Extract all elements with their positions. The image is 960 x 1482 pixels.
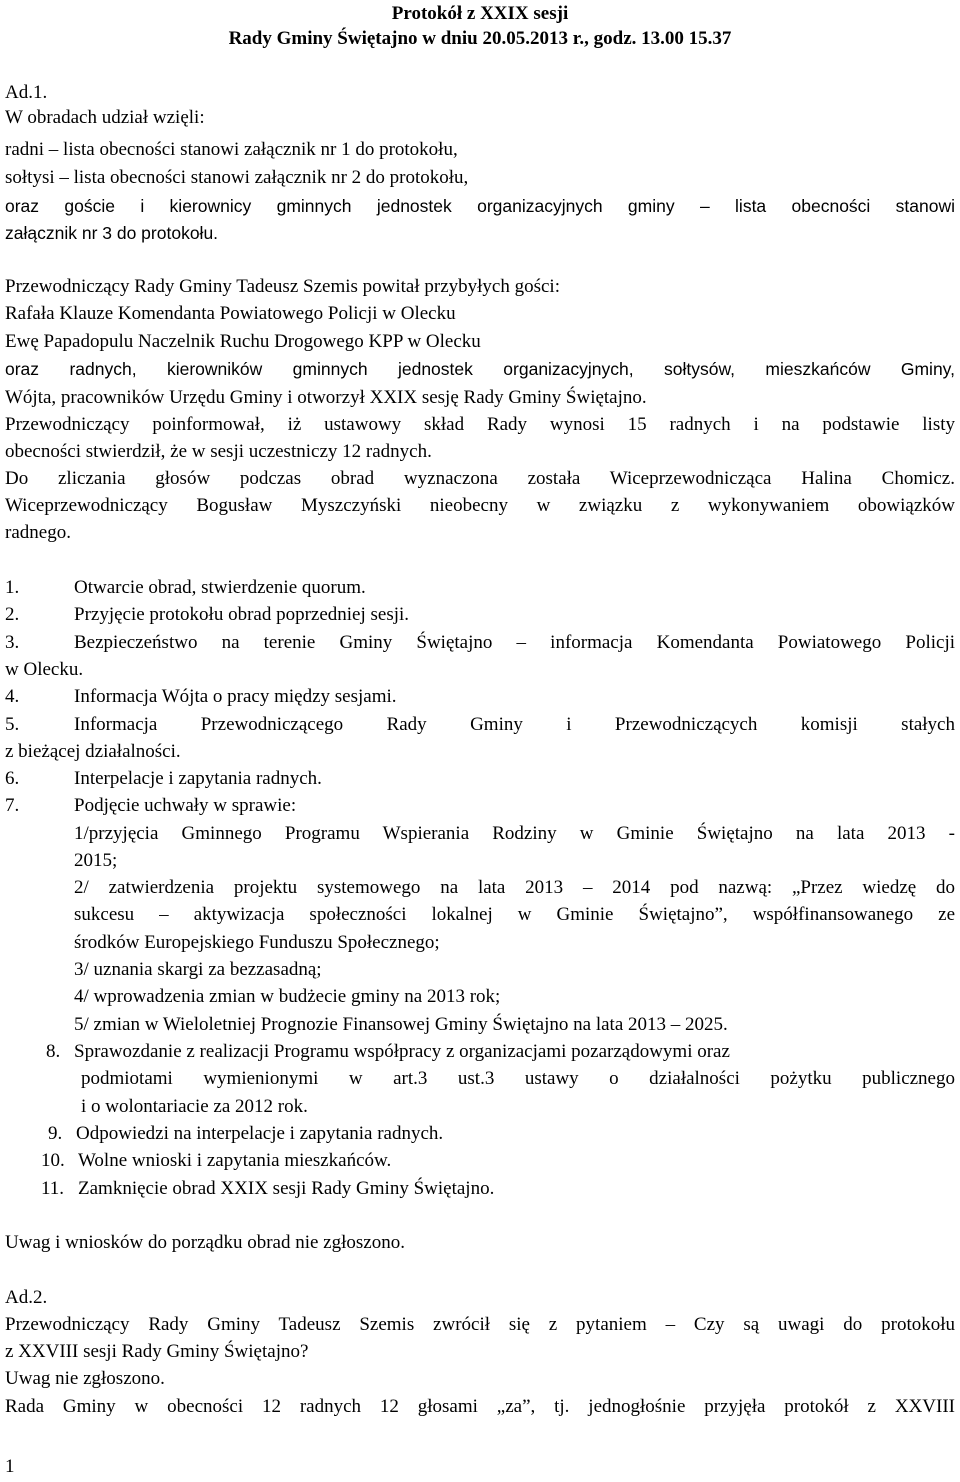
ad2-line: Przewodniczący Rady Gminy Tadeusz Szemis zwrócił się z pytaniem – Czy są uwagi do protokołu xyxy=(5,1314,955,1335)
agenda-item-number: 7. xyxy=(5,795,20,816)
resolution-sub-item: 5/ zmian w Wieloletniej Prognozie Finansowej Gminy Świętajno na lata 2013 – 2025. xyxy=(74,1014,728,1035)
resolution-sub-item: 1/przyjęcia Gminnego Programu Wspierania Rodziny w Gminie Świętajno na lata 2013 - xyxy=(74,823,955,844)
agenda-item-text: Informacja Przewodniczącego Rady Gminy i Przewodniczących komisji stałych xyxy=(74,714,955,735)
agenda-item-text: Odpowiedzi na interpelacje i zapytania radnych. xyxy=(76,1123,444,1144)
agenda-item-number: 5. xyxy=(5,714,20,735)
ad2-label: Ad.2. xyxy=(5,1287,48,1308)
welcome-line: Wiceprzewodniczący Bogusław Myszczyński nieobecny w związku z wykonywaniem obowiązków xyxy=(5,495,955,516)
agenda-item-number: 8. xyxy=(46,1041,61,1062)
agenda-item-text: Bezpieczeństwo na terenie Gminy Świętajno – informacja Komendanta Powiatowego Policji xyxy=(74,632,955,653)
resolution-sub-item: 2/ zatwierdzenia projektu systemowego na lata 2013 – 2014 pod nazwą: „Przez wiedzę do xyxy=(74,877,955,898)
welcome-line: oraz radnych, kierowników gminnych jednostek organizacyjnych, sołtysów, mieszkańców Gminy, xyxy=(5,359,955,379)
agenda-item-text: Interpelacje i zapytania radnych. xyxy=(74,768,322,789)
welcome-line: radnego. xyxy=(5,522,71,543)
agenda-item-text: podmiotami wymienionymi w art.3 ust.3 ustawy o działalności pożytku publicznego xyxy=(81,1068,955,1089)
resolution-sub-item: 2015; xyxy=(74,850,118,871)
agenda-item-text: Otwarcie obrad, stwierdzenie quorum. xyxy=(74,577,366,598)
ad1-line: sołtysi – lista obecności stanowi załącznik nr 2 do protokołu, xyxy=(5,167,469,188)
welcome-line: Ewę Papadopulu Naczelnik Ruchu Drogowego KPP w Olecku xyxy=(5,331,481,352)
ad2-line: Rada Gminy w obecności 12 radnych 12 głosami „za”, tj. jednogłośnie przyjęła protokół z XXVIII xyxy=(5,1396,955,1417)
ad1-line: radni – lista obecności stanowi załącznik nr 1 do protokołu, xyxy=(5,139,458,160)
agenda-item-text: Przyjęcie protokołu obrad poprzedniej sesji. xyxy=(74,604,410,625)
ad2-line: Uwag nie zgłoszono. xyxy=(5,1368,165,1389)
welcome-line: Przewodniczący Rady Gminy Tadeusz Szemis powitał przybyłych gości: xyxy=(5,276,560,297)
agenda-item-number: 1. xyxy=(5,577,20,598)
agenda-item-text: Wolne wnioski i zapytania mieszkańców. xyxy=(78,1150,392,1171)
ad1-label: Ad.1. xyxy=(5,82,48,103)
resolution-sub-item: sukcesu – aktywizacja społeczności lokalnej w Gminie Świętajno”, współfinansowanego ze xyxy=(74,904,955,925)
agenda-item-number: 2. xyxy=(5,604,20,625)
page-number: 1 xyxy=(5,1456,15,1477)
agenda-item-text: z bieżącej działalności. xyxy=(5,741,181,762)
agenda-item-number: 4. xyxy=(5,686,20,707)
agenda-item-text: Podjęcie uchwały w sprawie: xyxy=(74,795,297,816)
resolution-sub-item: 4/ wprowadzenia zmian w budżecie gminy na 2013 rok; xyxy=(74,986,501,1007)
agenda-item-number: 10. xyxy=(41,1150,65,1171)
welcome-line: obecności stwierdził, że w sesji uczestniczy 12 radnych. xyxy=(5,441,432,462)
agenda-item-number: 9. xyxy=(48,1123,63,1144)
welcome-line: Rafała Klauze Komendanta Powiatowego Policji w Olecku xyxy=(5,303,456,324)
agenda-item-text: Zamknięcie obrad XXIX sesji Rady Gminy Świętajno. xyxy=(78,1178,495,1199)
agenda-item-number: 6. xyxy=(5,768,20,789)
agenda-item-text: Informacja Wójta o pracy między sesjami. xyxy=(74,686,397,707)
agenda-item-text: i o wolontariacie za 2012 rok. xyxy=(81,1096,308,1117)
document-subtitle: Rady Gminy Świętajno w dniu 20.05.2013 r., godz. 13.00 15.37 xyxy=(228,28,732,49)
agenda-item-number: 3. xyxy=(5,632,20,653)
ad1-line: oraz goście i kierownicy gminnych jednostek organizacyjnych gminy – lista obecności stanowi xyxy=(5,196,955,216)
document-title: Protokół z XXIX sesji xyxy=(391,3,569,24)
welcome-line: Przewodniczący poinformował, iż ustawowy skład Rady wynosi 15 radnych i na podstawie listy xyxy=(5,414,955,435)
agenda-item-text: w Olecku. xyxy=(5,659,84,680)
ad1-line: załącznik nr 3 do protokołu. xyxy=(5,223,219,243)
resolution-sub-item: 3/ uznania skargi za bezzasadną; xyxy=(74,959,322,980)
no-remarks-line: Uwag i wniosków do porządku obrad nie zgłoszono. xyxy=(5,1232,405,1253)
agenda-item-text: Sprawozdanie z realizacji Programu współpracy z organizacjami pozarządowymi oraz xyxy=(74,1041,730,1062)
welcome-line: Do zliczania głosów podczas obrad wyznaczona została Wiceprzewodnicząca Halina Chomicz. xyxy=(5,468,955,489)
resolution-sub-item: środków Europejskiego Funduszu Społecznego; xyxy=(74,932,440,953)
ad2-line: z XXVIII sesji Rady Gminy Świętajno? xyxy=(5,1341,309,1362)
agenda-item-number: 11. xyxy=(41,1178,65,1199)
welcome-line: Wójta, pracowników Urzędu Gminy i otworzył XXIX sesję Rady Gminy Świętajno. xyxy=(5,387,647,408)
ad1-line: W obradach udział wzięli: xyxy=(5,107,205,128)
